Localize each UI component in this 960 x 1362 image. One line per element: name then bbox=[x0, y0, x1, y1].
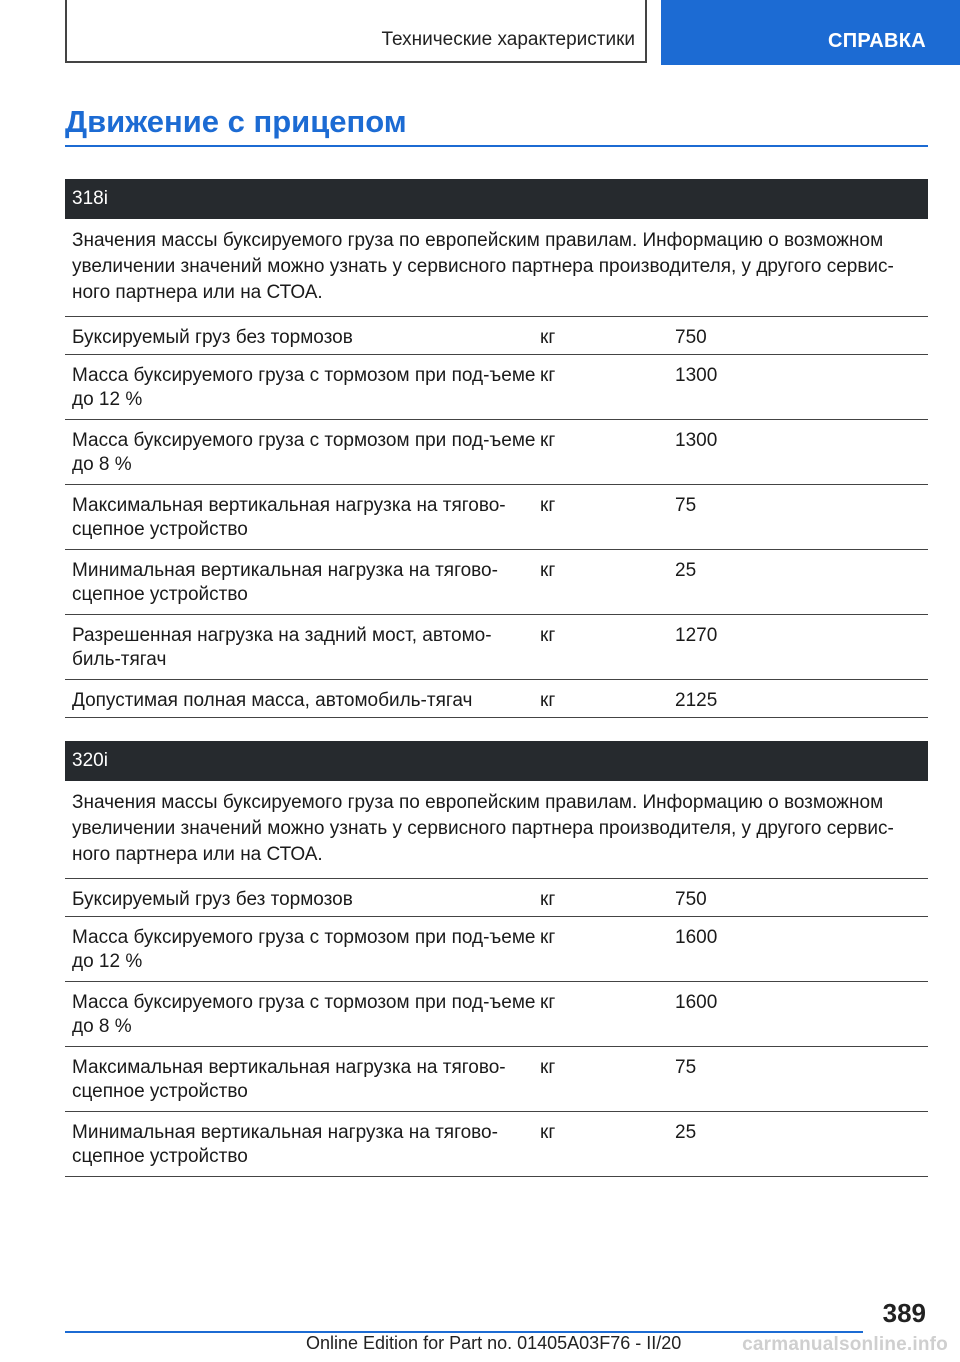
row-unit: кг bbox=[540, 430, 556, 451]
table-row bbox=[65, 982, 928, 1047]
table-row bbox=[65, 550, 928, 615]
row-value: 1600 bbox=[675, 992, 718, 1013]
table-row bbox=[65, 1047, 928, 1112]
row-unit: кг bbox=[540, 992, 556, 1013]
row-unit: кг bbox=[540, 927, 556, 948]
row-unit: кг bbox=[540, 690, 556, 711]
row-value: 1300 bbox=[675, 430, 718, 451]
row-label: Масса буксируемого груза с тормозом при под-ъеме до 8 % bbox=[72, 430, 536, 475]
row-unit: кг bbox=[540, 327, 556, 348]
row-value: 750 bbox=[675, 889, 707, 910]
table-row bbox=[65, 317, 928, 355]
row-label: Буксируемый груз без тормозов bbox=[72, 889, 353, 910]
row-unit: кг bbox=[540, 1122, 556, 1143]
row-label: Минимальная вертикальная нагрузка на тягово-сцепное устройство bbox=[72, 1122, 498, 1167]
row-label: Масса буксируемого груза с тормозом при под-ъеме до 12 % bbox=[72, 927, 536, 972]
row-label: Максимальная вертикальная нагрузка на тягово-сцепное устройство bbox=[72, 495, 506, 540]
table-row bbox=[65, 485, 928, 550]
page-number: 389 bbox=[882, 1298, 926, 1328]
row-label: Минимальная вертикальная нагрузка на тягово-сцепное устройство bbox=[72, 560, 498, 605]
table-intro-text: Значения массы буксируемого груза по европейским правилам. Информацию о возможном увеличении значений можно узнать у сервисного партнера производителя, у другого сервис-ного партнера или на СТОА. bbox=[65, 219, 928, 317]
row-label: Масса буксируемого груза с тормозом при под-ъеме до 12 % bbox=[72, 365, 536, 410]
model-heading: 320i bbox=[65, 741, 928, 781]
table-row bbox=[65, 615, 928, 680]
row-value: 2125 bbox=[675, 690, 718, 711]
table-row bbox=[65, 420, 928, 485]
row-label: Допустимая полная масса, автомобиль-тягач bbox=[72, 690, 473, 711]
row-value: 1270 bbox=[675, 625, 718, 646]
spec-table-320i bbox=[65, 741, 928, 1177]
row-label: Масса буксируемого груза с тормозом при под-ъеме до 8 % bbox=[72, 992, 536, 1037]
table-row bbox=[65, 1112, 928, 1177]
row-label: Максимальная вертикальная нагрузка на тягово-сцепное устройство bbox=[72, 1057, 506, 1102]
row-unit: кг bbox=[540, 625, 556, 646]
page-title: Движение с прицепом bbox=[65, 104, 407, 139]
row-unit: кг bbox=[540, 889, 556, 910]
model-heading: 318i bbox=[65, 179, 928, 219]
header-chapter-tab[interactable] bbox=[661, 0, 960, 65]
footer-edition: Online Edition for Part no. 01405A03F76 - II/20 bbox=[306, 1333, 682, 1353]
table-row bbox=[65, 680, 928, 718]
row-value: 1300 bbox=[675, 365, 718, 386]
row-value: 25 bbox=[675, 560, 697, 581]
header-chapter-label: СПРАВКА bbox=[827, 30, 926, 52]
header-section-title: Технические характеристики bbox=[381, 29, 635, 50]
row-value: 75 bbox=[675, 1057, 697, 1078]
row-label: Буксируемый груз без тормозов bbox=[72, 327, 353, 348]
spec-table-318i bbox=[65, 179, 928, 718]
row-unit: кг bbox=[540, 365, 556, 386]
row-value: 75 bbox=[675, 495, 697, 516]
table-row bbox=[65, 917, 928, 982]
row-value: 750 bbox=[675, 327, 707, 348]
row-unit: кг bbox=[540, 1057, 556, 1078]
row-unit: кг bbox=[540, 495, 556, 516]
row-value: 1600 bbox=[675, 927, 718, 948]
table-row bbox=[65, 355, 928, 420]
table-intro-text: Значения массы буксируемого груза по европейским правилам. Информацию о возможном увеличении значений можно узнать у сервисного партнера производителя, у другого сервис-ного партнера или на СТОА. bbox=[65, 781, 928, 879]
table-row bbox=[65, 879, 928, 917]
header-section-box bbox=[65, 0, 647, 63]
title-divider bbox=[65, 145, 928, 147]
watermark-logo: carmanualsonline.info bbox=[742, 1334, 948, 1355]
row-unit: кг bbox=[540, 560, 556, 581]
row-value: 25 bbox=[675, 1122, 697, 1143]
row-label: Разрешенная нагрузка на задний мост, автомо-биль-тягач bbox=[72, 625, 492, 670]
